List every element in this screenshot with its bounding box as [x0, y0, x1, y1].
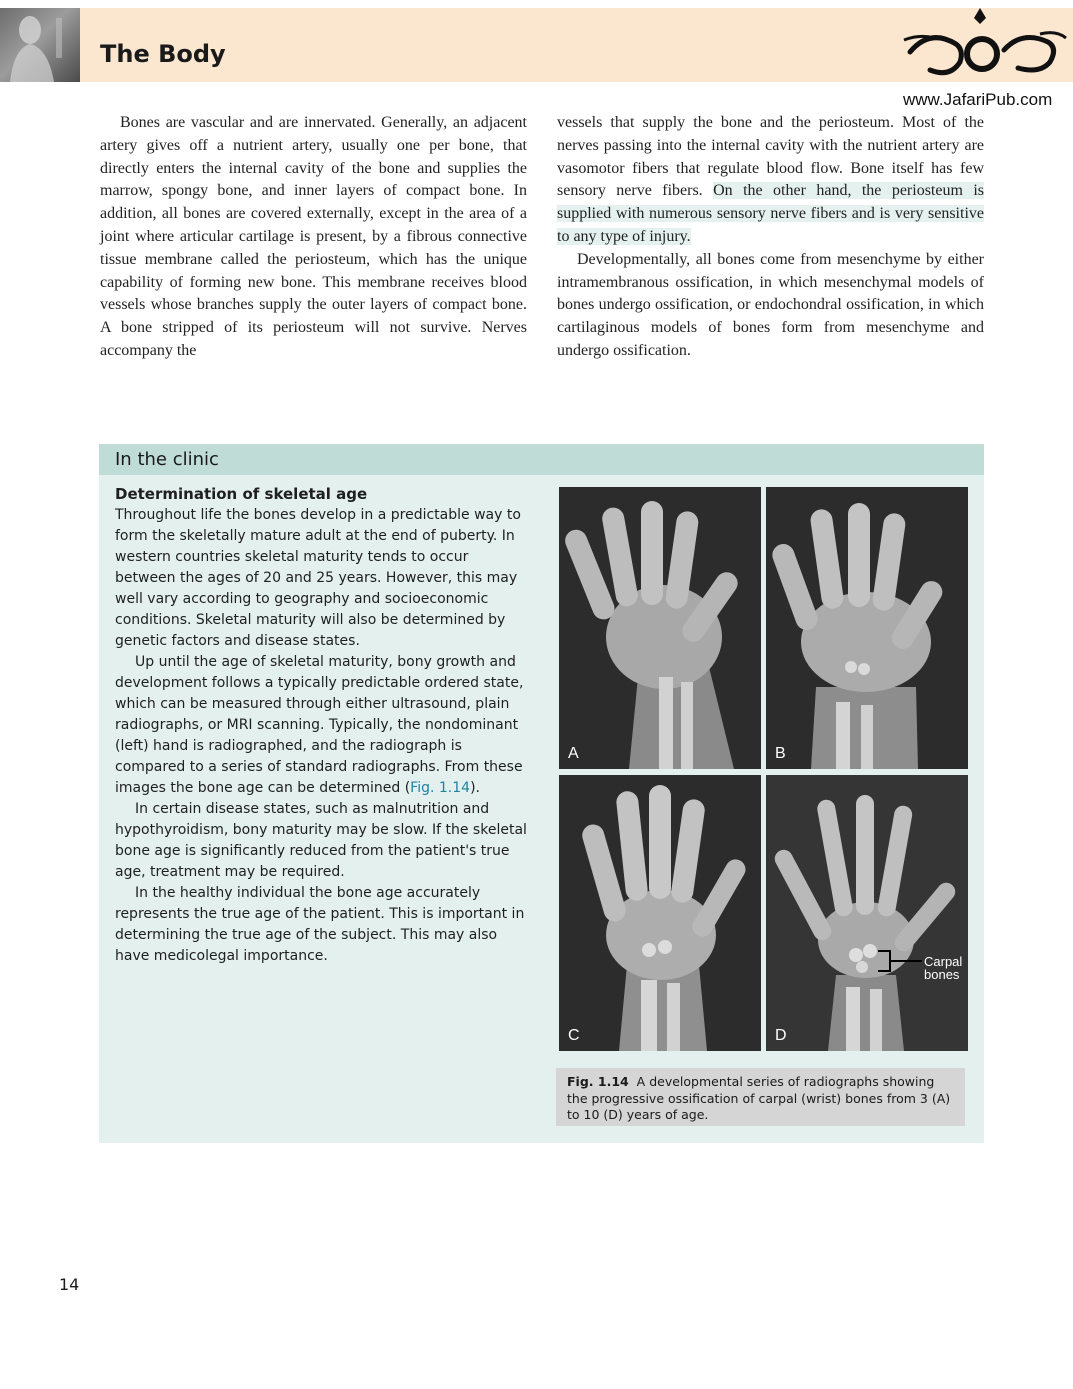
panel-label: D [775, 1027, 787, 1044]
hand-xray-image [766, 775, 968, 1051]
panel-label: B [775, 745, 786, 762]
highlighted-text: On the other hand, the periosteum is supplied with numerous sensory nerve fibers and is very sensitive to any type of injury. [557, 182, 985, 245]
clinic-subheading: Determination of skeletal age [115, 485, 368, 503]
body-paragraph: Developmentally, all bones come from mesenchyme by either intramembranous ossification, in which mesenchymal models of bones undergo ossification, or endochondral ossification, in which cartilaginous models of bones form from mesenchyme and undergo ossification. [557, 250, 984, 359]
publisher-logo [900, 4, 1070, 84]
header-thumbnail-image [0, 8, 80, 82]
clinic-text-span: Up until the age of skeletal maturity, bony growth and development follows a typically predictable ordered state, which can be measured through either ultrasound, plain radiographs, or MRI scanning. Typically, the nondominant (left) hand is radiographed, and the radiograph is compared to a series of standard radiographs. From these images the bone age can be determined ( [115, 654, 524, 796]
clinic-paragraph [115, 652, 527, 799]
clinic-text-span: ). [470, 780, 480, 796]
body-column-left [100, 112, 527, 363]
panel-label: C [568, 1027, 580, 1044]
radiograph-b [766, 487, 968, 769]
radiograph-a [559, 487, 761, 769]
hand-xray-image [559, 775, 761, 1051]
clinic-text [115, 483, 527, 967]
clinic-header [99, 444, 984, 475]
caption-body: A developmental series of radiographs showing the progressive ossification of carpal (wrist) bones from 3 (A) to 10 (D) years of age. [567, 1074, 951, 1122]
clinic-paragraph: Throughout life the bones develop in a predictable way to form the skeletally mature adult at the end of puberty. In western countries skeletal maturity tends to occur between the ages of 20 and 25 years. However, this may well vary according to geography and socioeconomic conditions. Skeletal maturity will also be determined by genetic factors and disease states. [115, 507, 521, 649]
radiograph-d [766, 775, 968, 1051]
body-paragraph: Bones are vascular and are innervated. Generally, an adjacent artery gives off a nutrient artery, usually one per bone, that directly enters the internal cavity of the bone and supplies the marrow, spongy bone, and inner layers of compact bone. In addition, all bones are covered externally, except in the area of a joint where articular cartilage is present, by a fibrous connective tissue membrane called the periosteum, which has the unique capability of forming new bone. This membrane receives blood vessels whose branches supply the outer layers of compact bone. A bone stripped of its periosteum will not survive. Nerves accompany the [100, 114, 527, 359]
panel-label: A [568, 745, 579, 762]
figure-caption [556, 1068, 965, 1126]
clinic-paragraph: In certain disease states, such as malnutrition and hypothyroidism, bony maturity may be slow. If the skeletal bone age is significantly reduced from the patient's true age, treatment may be required. [115, 801, 527, 880]
body-paragraph [557, 112, 984, 249]
chapter-title: The Body [100, 40, 226, 68]
publisher-url[interactable]: www.JafariPub.com [903, 90, 1053, 109]
radiograph-c [559, 775, 761, 1051]
clinic-heading: In the clinic [115, 449, 219, 470]
hand-xray-image [559, 487, 761, 769]
clinic-paragraph: In the healthy individual the bone age accurately represents the true age of the patient. This is important in determining the true age of the subject. This may also have medicolegal importance. [115, 885, 525, 964]
caption-text [567, 1074, 957, 1124]
carpal-label-line2: bones [924, 967, 960, 982]
body-column-right [557, 112, 984, 363]
carpal-label-line1: Carpal [924, 954, 963, 969]
page-number: 14 [59, 1275, 80, 1294]
figure-reference-link[interactable]: Fig. 1.14 [410, 780, 471, 796]
clinic-box [99, 444, 984, 1143]
caption-label: Fig. 1.14 [567, 1074, 629, 1089]
body-text: vessels that supply the bone and the periosteum. Most of the nerves passing into the internal cavity with the nutrient artery are vasomotor fibers that regulate blood flow. Bone itself has few sensory nerve fibers. [557, 114, 984, 200]
hand-xray-image [766, 487, 968, 769]
carpal-bones-annotation [924, 955, 962, 981]
